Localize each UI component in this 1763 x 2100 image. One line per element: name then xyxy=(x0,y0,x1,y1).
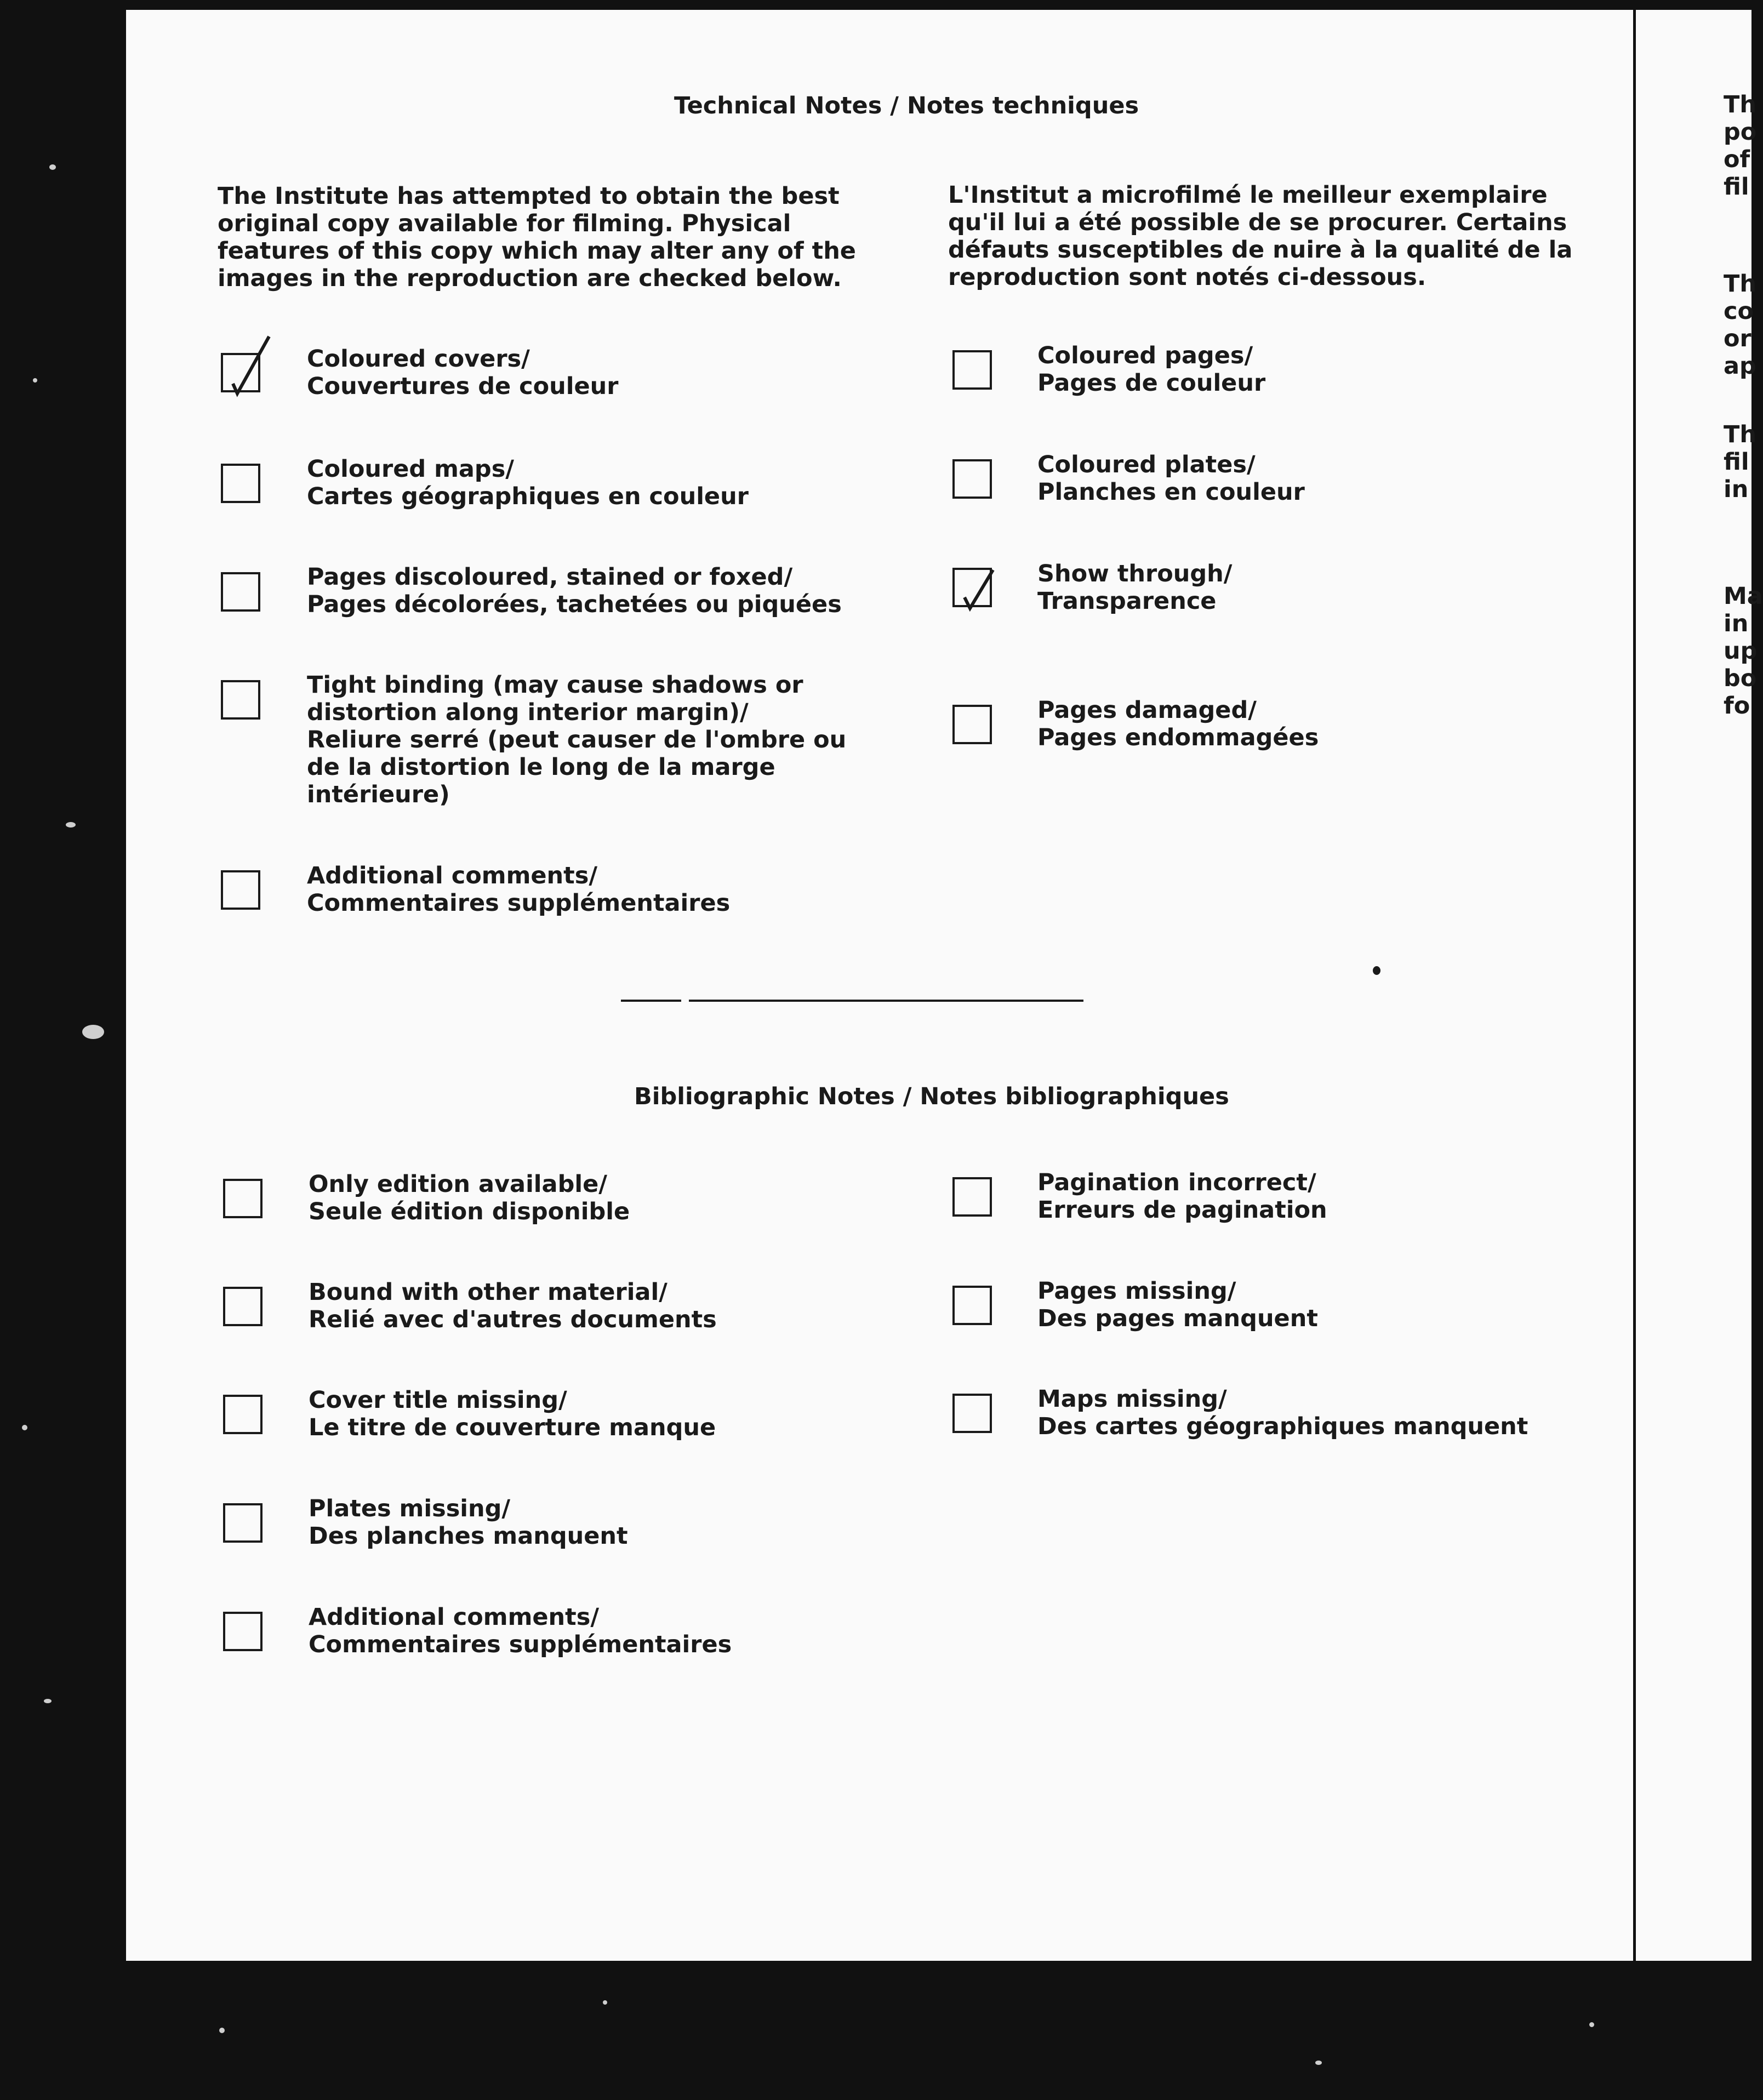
fragment-block: Th co or ap xyxy=(1724,270,1756,380)
checkbox-pages-missing[interactable] xyxy=(952,1286,992,1325)
item-coloured-pages: Coloured pages/ Pages de couleur xyxy=(1037,342,1266,397)
ink-spot xyxy=(1373,966,1380,975)
fragment-block: Th po of fil xyxy=(1724,91,1757,201)
technical-notes-heading: Technical Notes / Notes techniques xyxy=(674,92,1139,119)
checkbox-pages-damaged[interactable] xyxy=(952,705,992,744)
item-pagination-incorrect: Pagination incorrect/ Erreurs de pagination xyxy=(1037,1169,1327,1224)
adjacent-page-fragment xyxy=(1636,10,1763,1961)
fragment-block: Th fil in xyxy=(1724,421,1756,503)
item-additional-comments-bibliographic: Additional comments/ Commentaires supplémentaires xyxy=(309,1603,732,1658)
item-cover-title-missing: Cover title missing/ Le titre de couverture manque xyxy=(309,1386,716,1441)
checkbox-bound-with[interactable] xyxy=(223,1287,263,1326)
item-coloured-plates: Coloured plates/ Planches en couleur xyxy=(1037,451,1305,506)
item-additional-comments-technical: Additional comments/ Commentaires supplémentaires xyxy=(307,862,731,917)
checkbox-maps-missing[interactable] xyxy=(952,1394,992,1433)
item-maps-missing: Maps missing/ Des cartes géographiques manquent xyxy=(1037,1385,1528,1440)
item-coloured-maps: Coloured maps/ Cartes géographiques en couleur xyxy=(307,455,749,510)
checkbox-tight-binding[interactable] xyxy=(221,680,260,720)
checkbox-additional-comments-technical[interactable] xyxy=(221,870,260,910)
item-pages-missing: Pages missing/ Des pages manquent xyxy=(1037,1277,1318,1332)
item-coloured-covers: Coloured covers/ Couvertures de couleur xyxy=(307,345,619,400)
item-only-edition: Only edition available/ Seule édition disponible xyxy=(309,1171,630,1225)
item-pages-discoloured: Pages discoloured, stained or foxed/ Pages décolorées, tachetées ou piquées xyxy=(307,563,842,618)
item-show-through: Show through/ Transparence xyxy=(1037,560,1233,615)
technical-intro-english: The Institute has attempted to obtain the best original copy available for filming. Physical features of this copy which may alter any of the images in the reproduction are checked below. xyxy=(218,182,856,292)
bibliographic-notes-heading: Bibliographic Notes / Notes bibliographiques xyxy=(634,1083,1229,1110)
fragment-block: Ma in up bo fo xyxy=(1724,583,1763,720)
item-bound-with: Bound with other material/ Relié avec d'autres documents xyxy=(309,1279,717,1333)
checkbox-pagination-incorrect[interactable] xyxy=(952,1177,992,1217)
checkmark-icon xyxy=(952,548,1013,614)
checkbox-show-through[interactable] xyxy=(952,568,992,607)
checkbox-additional-comments-bibliographic[interactable] xyxy=(223,1612,263,1651)
document-page xyxy=(126,10,1633,1961)
technical-intro-french: L'Institut a microfilmé le meilleur exemplaire qu'il lui a été possible de se procurer. Certains défauts susceptibles de nuire à la qualité de la reproduction sont notés ci-dessous. xyxy=(948,181,1573,291)
checkbox-coloured-plates[interactable] xyxy=(952,459,992,499)
checkbox-plates-missing[interactable] xyxy=(223,1503,263,1543)
checkbox-coloured-maps[interactable] xyxy=(221,464,260,503)
checkmark-icon xyxy=(221,333,281,399)
checkbox-only-edition[interactable] xyxy=(223,1179,263,1218)
checkbox-cover-title-missing[interactable] xyxy=(223,1395,263,1434)
checkbox-coloured-pages[interactable] xyxy=(952,350,992,390)
checkbox-pages-discoloured[interactable] xyxy=(221,572,260,612)
item-plates-missing: Plates missing/ Des planches manquent xyxy=(309,1495,628,1550)
item-tight-binding: Tight binding (may cause shadows or distortion along interior margin)/ Reliure serré (peut causer de l'ombre ou de la distortion le long de la marge intérieure) xyxy=(307,671,847,808)
checkbox-coloured-covers[interactable] xyxy=(221,353,260,392)
separator-rule xyxy=(689,1000,1083,1002)
separator-rule xyxy=(621,1000,681,1002)
item-pages-damaged: Pages damaged/ Pages endommagées xyxy=(1037,697,1319,751)
